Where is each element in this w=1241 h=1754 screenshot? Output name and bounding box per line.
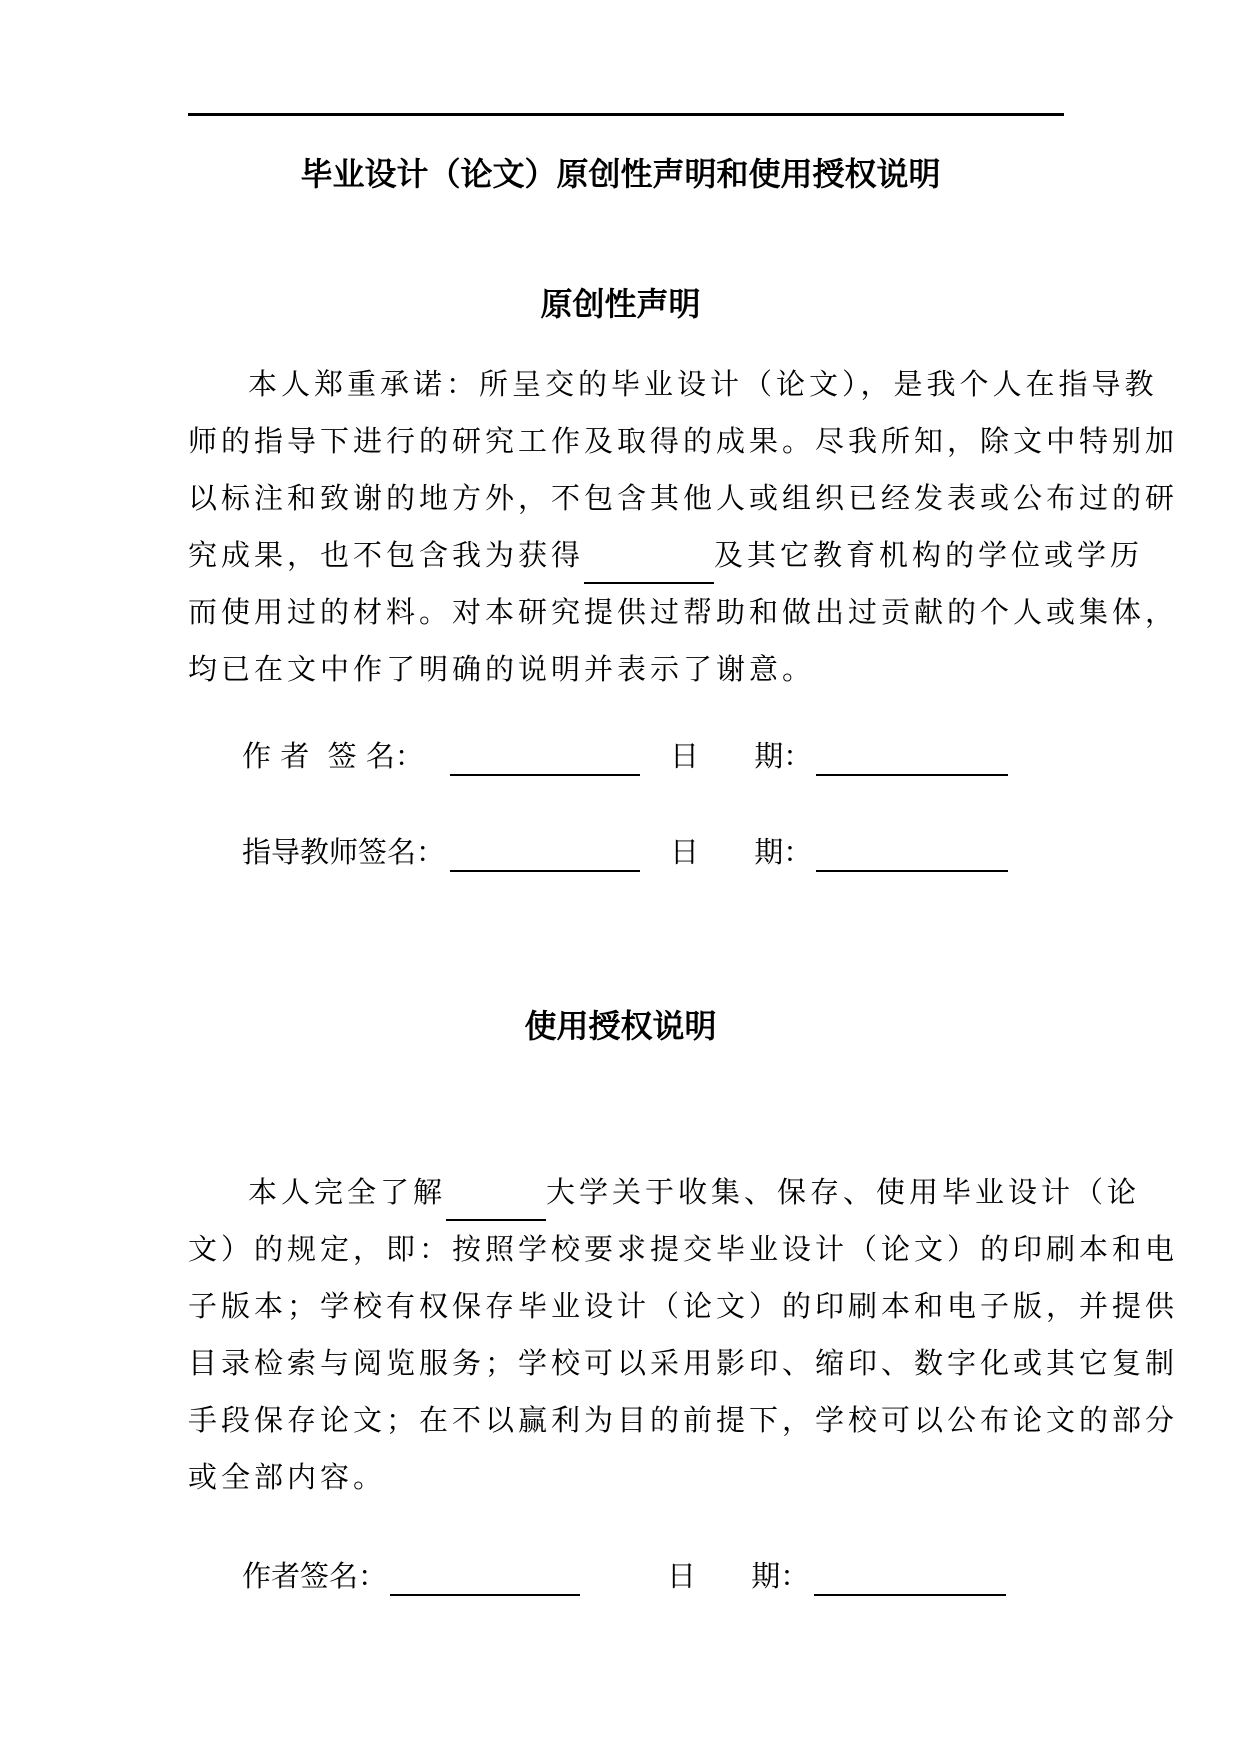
line-text: 究成果，也不包含我为获得 <box>188 538 585 572</box>
paragraph-line: 而使用过的材料。对本研究提供过帮助和做出过贡献的个人或集体， <box>188 595 1179 629</box>
paragraph-line: 以标注和致谢的地方外，不包含其他人或组织已经发表或公布过的研 <box>188 481 1179 515</box>
paragraph-line: 子版本；学校有权保存毕业设计（论文）的印刷本和电子版，并提供 <box>188 1289 1179 1323</box>
paragraph-line: 师的指导下进行的研究工作及取得的成果。尽我所知，除文中特别加 <box>188 424 1179 458</box>
top-rule <box>188 113 1064 116</box>
paragraph-line: 文）的规定，即：按照学校要求提交毕业设计（论文）的印刷本和电 <box>188 1232 1179 1266</box>
paragraph-line <box>188 527 1144 584</box>
authorization-signature-row <box>0 1556 1241 1600</box>
authorization-author-label: 作者签名： <box>242 1559 388 1593</box>
date-label: 日 期： <box>670 739 813 773</box>
authorization-title: 使用授权说明 <box>524 1007 717 1045</box>
authorization-author-line[interactable] <box>390 1594 580 1596</box>
paragraph-line: 均已在文中作了明确的说明并表示了谢意。 <box>188 652 816 686</box>
paragraph-line: 目录检索与阅览服务；学校可以采用影印、缩印、数字化或其它复制 <box>188 1346 1179 1380</box>
paragraph-line: 手段保存论文；在不以赢利为目的前提下，学校可以公布论文的部分 <box>188 1403 1179 1437</box>
line-text: 本人完全了解 <box>248 1175 447 1209</box>
document-title: 毕业设计（论文）原创性声明和使用授权说明 <box>300 155 941 193</box>
line-text: 大学关于收集、保存、使用毕业设计（论 <box>546 1175 1141 1209</box>
author-signature-label: 作 者 签 名： <box>242 739 424 773</box>
paragraph-line <box>188 1164 1141 1221</box>
line-text: 及其它教育机构的学位或学历 <box>714 538 1144 572</box>
institution-blank[interactable] <box>584 546 714 584</box>
advisor-signature-row <box>0 832 1241 876</box>
advisor-signature-label: 指导教师签名： <box>242 835 446 869</box>
originality-title: 原创性声明 <box>540 285 701 323</box>
date-label: 日 期： <box>670 835 813 869</box>
author-date-line[interactable] <box>816 774 1008 776</box>
paragraph-line: 本人郑重承诺：所呈交的毕业设计（论文），是我个人在指导教 <box>248 367 1158 401</box>
authorization-date-line[interactable] <box>814 1594 1006 1596</box>
author-signature-line[interactable] <box>450 774 640 776</box>
advisor-signature-line[interactable] <box>450 870 640 872</box>
authorization-paragraph <box>188 1164 1179 1506</box>
university-blank[interactable] <box>446 1183 546 1221</box>
advisor-date-line[interactable] <box>816 870 1008 872</box>
date-label: 日 期： <box>667 1559 810 1593</box>
paragraph-line: 或全部内容。 <box>188 1460 387 1494</box>
author-signature-row <box>0 736 1241 780</box>
originality-paragraph <box>188 356 1179 698</box>
